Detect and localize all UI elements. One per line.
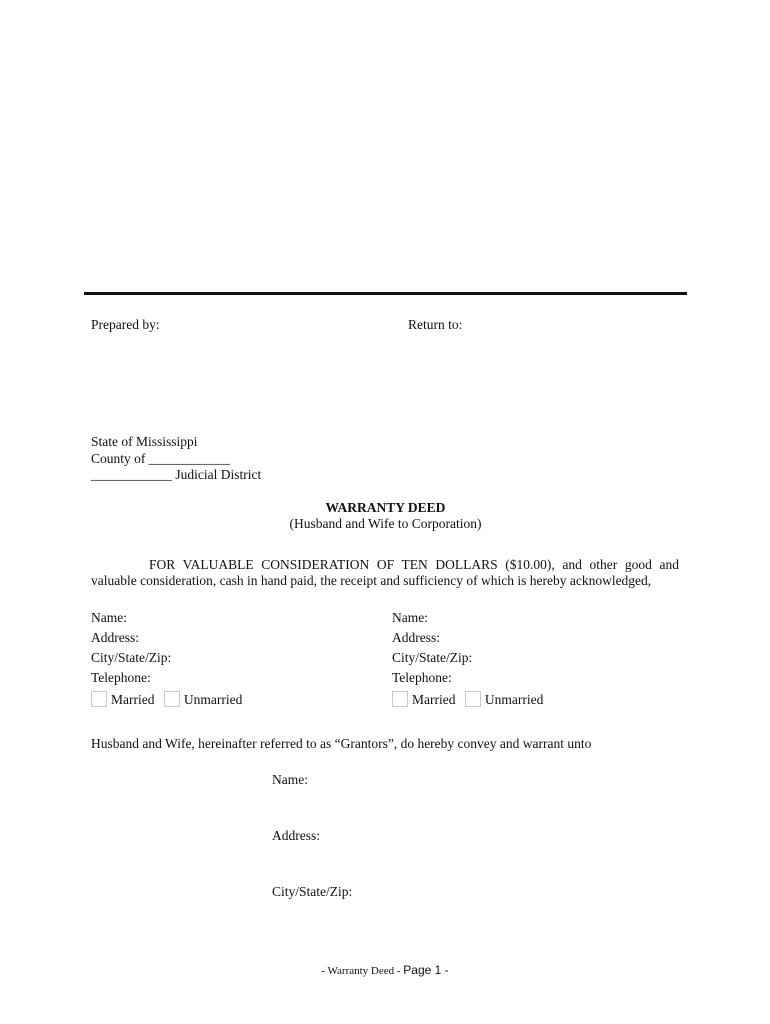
grantor1-city-label: City/State/Zip: [91, 650, 172, 665]
county-line: County of ____________ [91, 451, 230, 466]
prepared-by-label: Prepared by: [91, 317, 160, 332]
return-to-label: Return to: [408, 317, 463, 332]
state-line: State of Mississippi [91, 434, 198, 449]
grantor2-telephone-label: Telephone: [392, 670, 452, 685]
grantor2-unmarried-label: Unmarried [484, 692, 544, 707]
grantor1-telephone-label: Telephone: [91, 670, 151, 685]
header-rule [84, 292, 687, 295]
page-footer [0, 964, 770, 977]
grantor1-unmarried-label: Unmarried [183, 692, 243, 707]
grantor1-address-label: Address: [91, 630, 139, 645]
grantee-city-label: City/State/Zip: [272, 884, 353, 899]
grantor1-marital-status [91, 691, 248, 707]
grantor1-married-label: Married [111, 692, 155, 707]
grantor1-unmarried-checkbox[interactable] [164, 691, 180, 707]
grantor1-married-checkbox[interactable] [91, 691, 107, 707]
footer-doc-title: - Warranty Deed - [321, 965, 401, 977]
footer-page-number: Page 1 - [403, 963, 449, 977]
consideration-paragraph [91, 557, 679, 589]
grantee-address-label: Address: [272, 828, 320, 843]
grantor2-city-label: City/State/Zip: [392, 650, 473, 665]
grantor2-address-label: Address: [392, 630, 440, 645]
conveyance-text: Husband and Wife, hereinafter referred to as “Grantors”, do hereby convey and warrant unto [91, 736, 592, 751]
grantor2-name-label: Name: [392, 610, 428, 625]
grantor2-marital-status [392, 691, 549, 707]
grantor1-name-label: Name: [91, 610, 127, 625]
document-title: WARRANTY DEED [325, 500, 446, 515]
document-subtitle: (Husband and Wife to Corporation) [289, 516, 482, 531]
grantee-name-label: Name: [272, 772, 308, 787]
grantor2-unmarried-checkbox[interactable] [465, 691, 481, 707]
consideration-text: FOR VALUABLE CONSIDERATION OF TEN DOLLARS ($10.00), and other good and valuable consideration, cash in hand paid, the receipt and sufficiency of which is hereby acknowledged, [91, 557, 679, 588]
district-line: ____________ Judicial District [91, 467, 262, 482]
grantor2-married-label: Married [412, 692, 456, 707]
grantor2-married-checkbox[interactable] [392, 691, 408, 707]
